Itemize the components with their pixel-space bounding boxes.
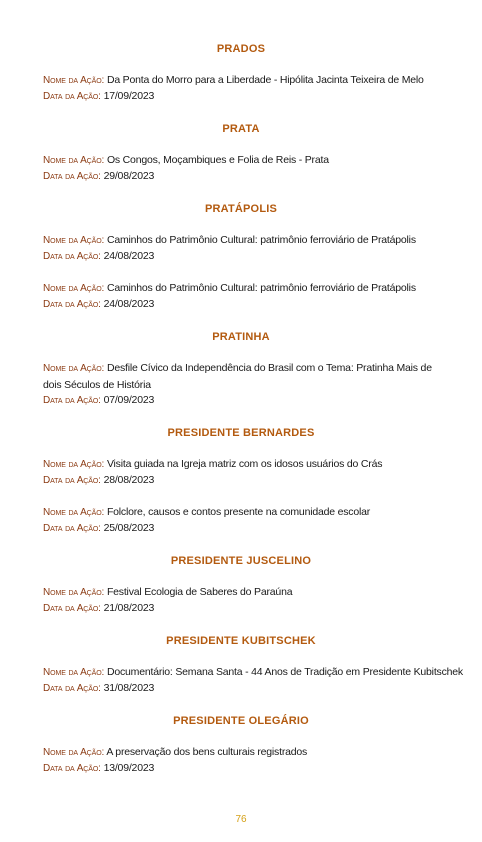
action-name-value: Caminhos do Patrimônio Cultural: patrimônio ferroviário de Pratápolis [106,234,416,246]
action-date-line [43,168,443,185]
action-name-label: Nome da Ação: [43,363,105,374]
action-name-label: Nome da Ação: [43,235,105,246]
action-name-line [43,584,443,601]
action-name-line [43,504,443,521]
action-date-line [43,248,443,265]
action-date-value: 29/08/2023 [103,170,155,182]
city-heading-prados: PRADOS [216,43,266,55]
action-date-value: 13/09/2023 [103,762,155,774]
action-date-value: 17/09/2023 [103,90,155,102]
action-name-label: Nome da Ação: [43,75,105,86]
action-name-value: Da Ponta do Morro para a Liberdade - Hipólita Jacinta Teixeira de Melo [106,74,424,86]
action-name-value: Visita guiada na Igreja matriz com os idosos usuários do Crás [106,458,383,470]
action-date-value: 07/09/2023 [103,394,155,406]
action-date-label: Data da Ação: [43,603,101,614]
action-name-value: Caminhos do Patrimônio Cultural: patrimônio ferroviário de Pratápolis [106,282,416,294]
action-date-label: Data da Ação: [43,683,101,694]
city-heading-pratapolis: PRATÁPOLIS [204,203,278,215]
action-name-value: A preservação dos bens culturais registrados [106,746,308,758]
action-date-line [43,392,443,409]
action-date-value: 24/08/2023 [103,250,155,262]
action-date-value: 24/08/2023 [103,298,155,310]
action-date-line [43,296,443,313]
action-date-label: Data da Ação: [43,523,101,534]
action-name-line [43,232,443,249]
action-name-label: Nome da Ação: [43,459,105,470]
city-heading-pratinha: PRATINHA [212,331,270,343]
city-heading-presidente-juscelino: PRESIDENTE JUSCELINO [170,555,312,567]
action-date-value: 25/08/2023 [103,522,155,534]
action-name-line [43,152,443,169]
action-date-label: Data da Ação: [43,91,101,102]
action-date-value: 31/08/2023 [103,682,155,694]
city-heading-presidente-olegario: PRESIDENTE OLEGÁRIO [173,715,309,727]
action-name-value: Os Congos, Moçambiques e Folia de Reis - Prata [106,154,329,166]
action-name-value: Desfile Cívico da Independência do Brasil com o Tema: Pratinha Mais de dois Séculos de História [43,362,432,391]
action-date-label: Data da Ação: [43,299,101,310]
action-date-line [43,680,443,697]
action-name-label: Nome da Ação: [43,587,105,598]
action-name-line [43,664,463,681]
action-name-line [43,72,443,89]
action-name-label: Nome da Ação: [43,507,105,518]
action-date-label: Data da Ação: [43,171,101,182]
action-name-label: Nome da Ação: [43,283,105,294]
action-name-value: Documentário: Semana Santa - 44 Anos de Tradição em Presidente Kubitschek [106,666,463,678]
action-name-label: Nome da Ação: [43,747,105,758]
action-date-value: 21/08/2023 [103,602,155,614]
city-heading-presidente-kubitschek: PRESIDENTE KUBITSCHEK [166,635,316,647]
action-name-label: Nome da Ação: [43,155,105,166]
action-name-label: Nome da Ação: [43,667,105,678]
action-name-value: Festival Ecologia de Saberes do Paraúna [106,586,293,598]
action-name-line [43,360,438,393]
city-heading-prata: PRATA [222,123,260,135]
action-date-line [43,472,443,489]
action-date-label: Data da Ação: [43,763,101,774]
page-number: 76 [235,814,247,825]
action-date-label: Data da Ação: [43,395,101,406]
action-date-label: Data da Ação: [43,475,101,486]
action-name-line [43,744,443,761]
action-name-value: Folclore, causos e contos presente na comunidade escolar [106,506,371,518]
action-date-label: Data da Ação: [43,251,101,262]
action-date-line [43,520,443,537]
city-heading-presidente-bernardes: PRESIDENTE BERNARDES [167,427,315,439]
action-date-line [43,88,443,105]
action-name-line [43,280,443,297]
action-name-line [43,456,443,473]
action-date-line [43,600,443,617]
action-date-line [43,760,443,777]
action-date-value: 28/08/2023 [103,474,155,486]
